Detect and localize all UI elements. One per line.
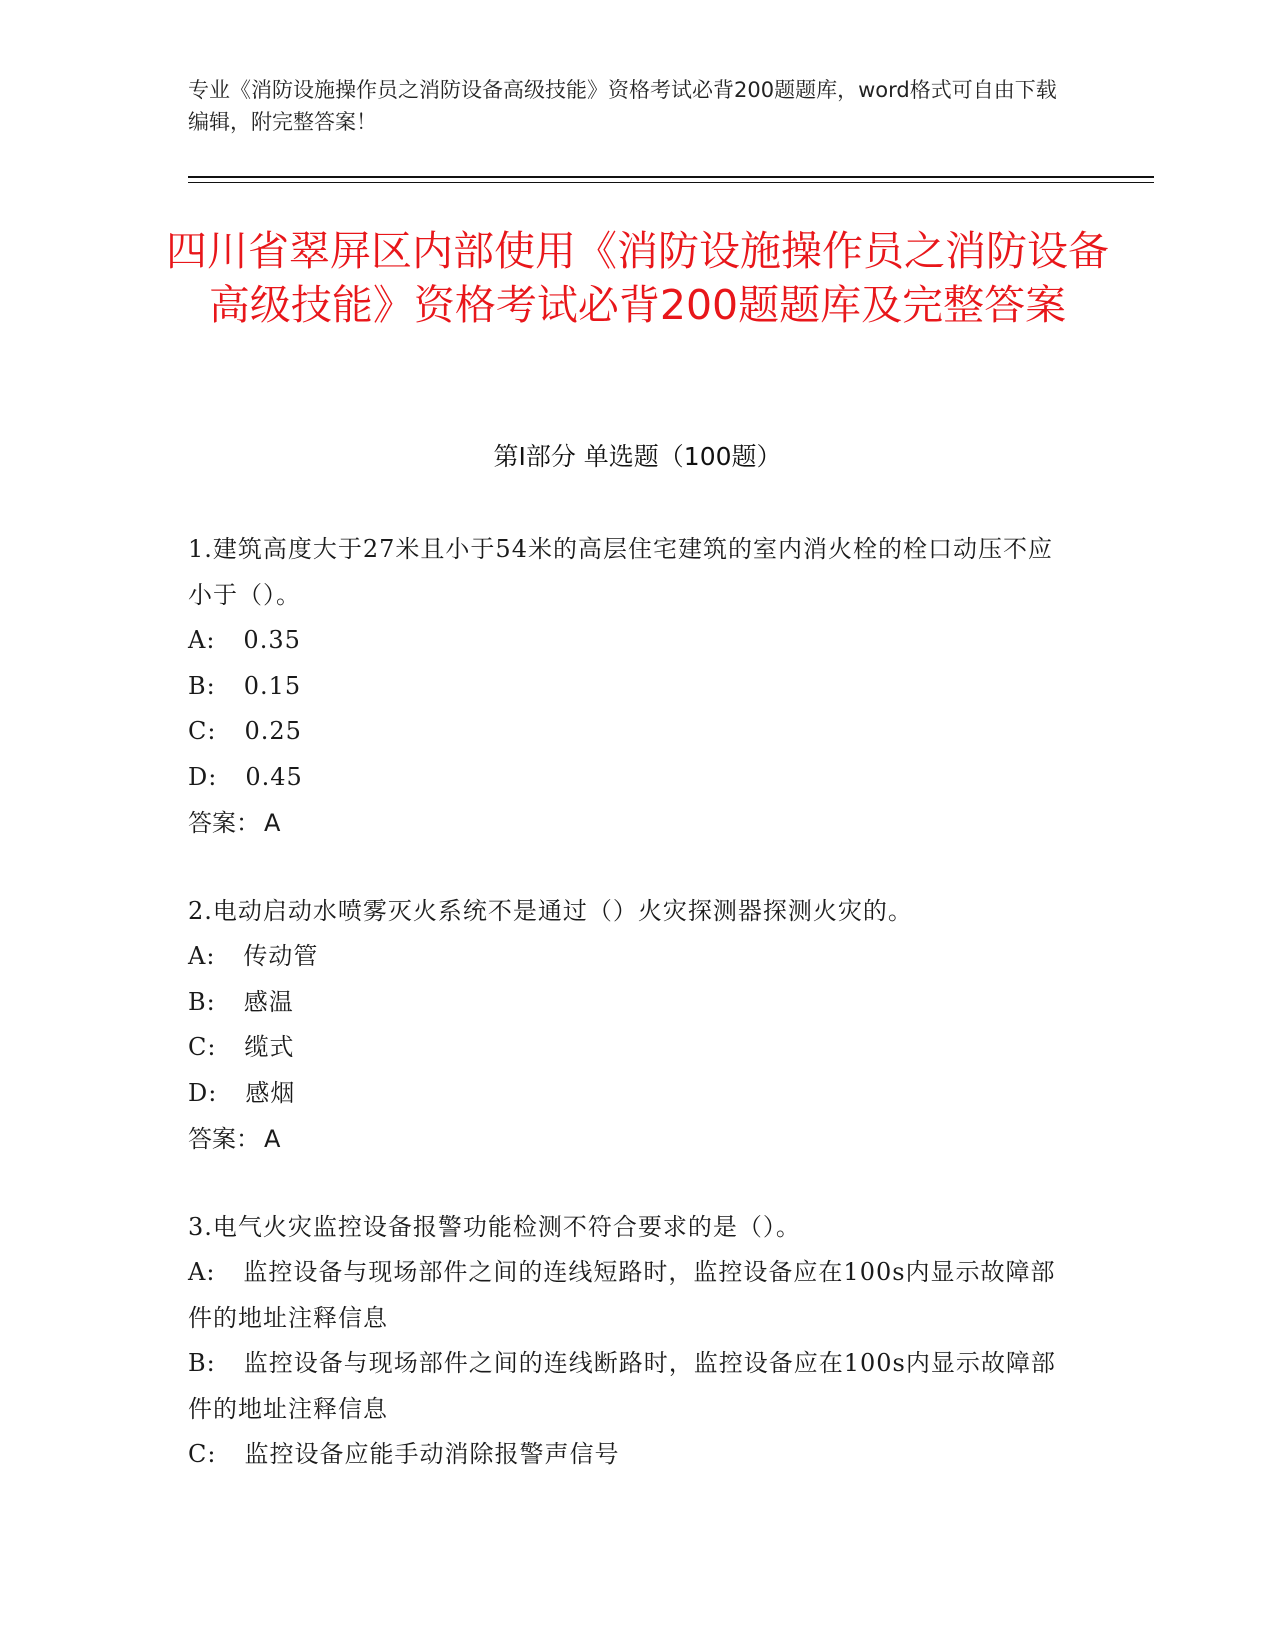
option-c [188,1432,1068,1478]
header-divider-thin [188,182,1154,183]
option-a [188,1250,1068,1341]
option-text: 0.25 [244,717,302,745]
option-b [188,664,1068,710]
option-text: 传动管 [243,942,319,970]
option-letter: A: [188,942,216,970]
answer-label: 答案： [188,1125,260,1153]
answer-label: 答案： [188,809,260,837]
option-text: 感温 [243,987,294,1016]
option-letter: B: [188,671,216,700]
question-text: 3.电气火灾监控设备报警功能检测不符合要求的是（）。 [188,1213,801,1241]
option-letter: D: [188,762,218,791]
answer-line [188,1116,1068,1162]
option-text: 监控设备应能手动消除报警声信号 [244,1440,620,1468]
option-text: 缆式 [244,1033,295,1061]
option-letter: B: [188,987,216,1016]
header-divider-thick [188,176,1154,178]
answer-value: A [264,809,281,837]
option-d [188,1071,1068,1117]
option-text: 感烟 [245,1078,296,1107]
option-letter: C: [188,1033,217,1061]
option-b [188,980,1068,1026]
document-title: 四川省翠屏区内部使用《消防设施操作员之消防设备高级技能》资格考试必背200题题库及完整答案 [166,227,1109,329]
answer-value: A [264,1125,281,1153]
option-letter: A: [188,1258,216,1286]
question-3 [188,1204,1068,1478]
question-list [188,526,1068,1520]
option-text: 监控设备与现场部件之间的连线断路时，监控设备应在100s内显示故障部件的地址注释信息 [188,1349,1056,1423]
option-a [188,934,1068,980]
option-text: 监控设备与现场部件之间的连线短路时，监控设备应在100s内显示故障部件的地址注释信息 [188,1258,1056,1332]
header-note: 专业《消防设施操作员之消防设备高级技能》资格考试必背200题题库，word格式可自由下载编辑，附完整答案！ [188,78,1057,134]
option-a [188,618,1068,664]
section-title: 第I部分 单选题（100题） [493,442,782,471]
option-letter: B: [188,1349,216,1377]
option-b [188,1341,1068,1432]
option-d [188,755,1068,801]
option-letter: A: [188,626,216,654]
option-text: 0.15 [243,671,302,700]
option-letter: C: [188,717,217,745]
option-letter: D: [188,1078,218,1107]
question-text: 1.建筑高度大于27米且小于54米的高层住宅建筑的室内消火栓的栓口动压不应小于（）。 [188,535,1053,609]
answer-line [188,800,1068,846]
option-c [188,709,1068,755]
question-1 [188,526,1068,846]
option-c [188,1025,1068,1071]
option-text: 0.35 [243,626,301,654]
question-2 [188,888,1068,1162]
option-text: 0.45 [245,762,303,791]
option-letter: C: [188,1440,217,1468]
question-text: 2.电动启动水喷雾灭火系统不是通过（）火灾探测器探测火灾的。 [188,897,913,925]
